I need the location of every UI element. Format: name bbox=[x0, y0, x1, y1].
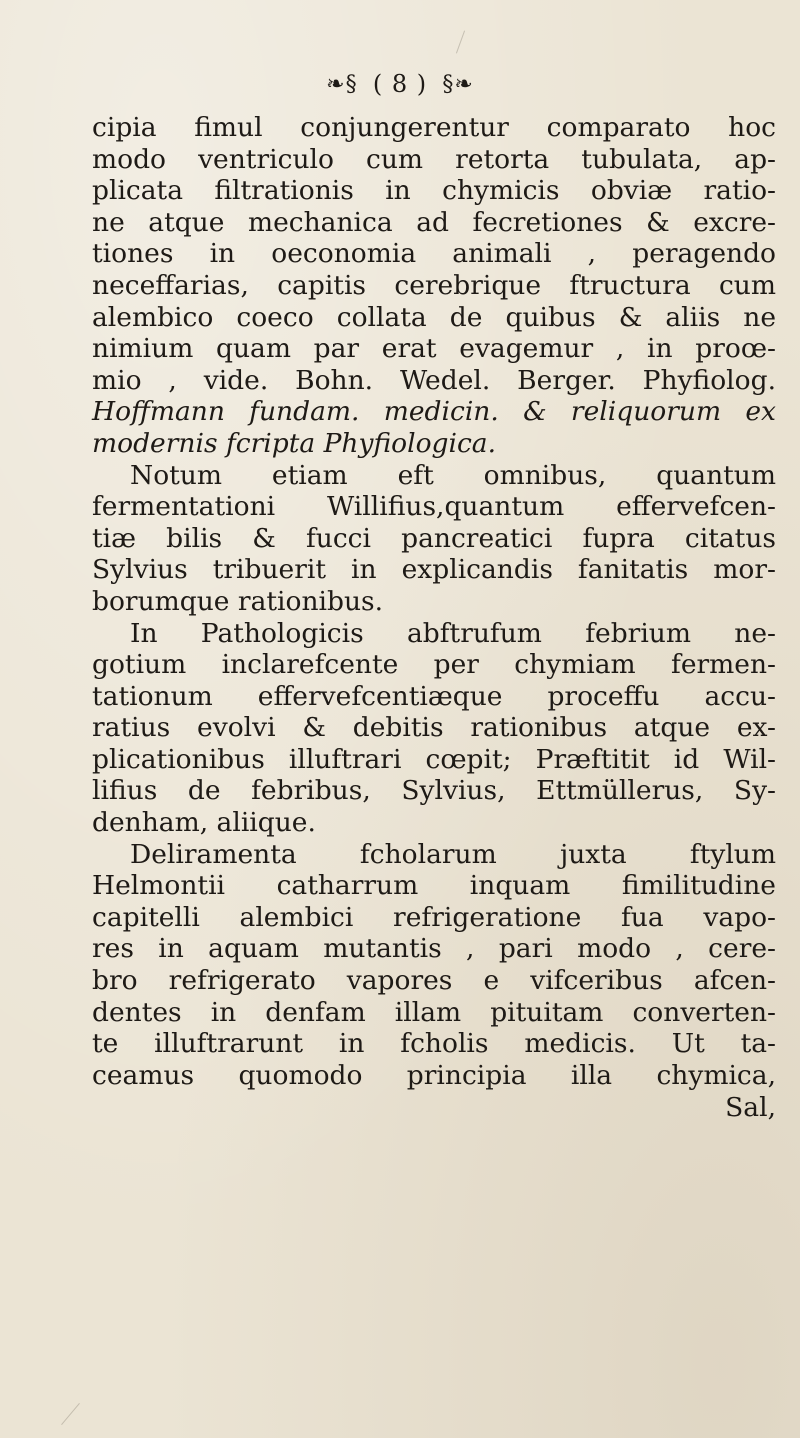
paper-mark bbox=[456, 31, 465, 54]
ornament-left-icon: ❧§ bbox=[326, 71, 358, 97]
text-line: fermentationi Willifius,quantum effervefcen- bbox=[92, 491, 776, 523]
page-number: ( 8 ) bbox=[372, 70, 428, 98]
text-line: ceamus quomodo principia illa chymica, bbox=[92, 1059, 776, 1091]
text-line: tiones in oeconomia animali , peragendo bbox=[92, 238, 776, 270]
text-line: ratius evolvi & debitis rationibus atque ex- bbox=[92, 712, 776, 744]
text-line: plicationibus illuftrari cœpit; Præftitit id Wil- bbox=[92, 743, 776, 775]
text-line: modo ventriculo cum retorta tubulata, ap- bbox=[92, 143, 776, 175]
ornament-right-icon: §❧ bbox=[442, 71, 474, 97]
text-line: Notum etiam eft omnibus, quantum bbox=[130, 459, 776, 491]
page-header bbox=[0, 68, 800, 98]
text-line: tationum effervefcentiæque proceffu accu- bbox=[92, 680, 776, 712]
catchword: Sal, bbox=[725, 1091, 776, 1123]
text-line: denham, aliique. bbox=[92, 807, 316, 839]
text-line: neceffarias, capitis cerebrique ftructura cum bbox=[92, 269, 776, 301]
text-line: lifius de febribus, Sylvius, Ettmüllerus, Sy- bbox=[92, 775, 776, 807]
text-line: dentes in denfam illam pituitam converten- bbox=[92, 996, 776, 1028]
text-line: res in aquam mutantis , pari modo , cere- bbox=[92, 933, 776, 965]
text-line: ne atque mechanica ad fecretiones & excre- bbox=[92, 206, 776, 238]
text-line: Hoffmann fundam. medicin. & reliquorum ex bbox=[92, 396, 776, 428]
text-line: Sylvius tribuerit in explicandis fanitatis mor- bbox=[92, 554, 776, 586]
text-line: Deliramenta fcholarum juxta ftylum bbox=[130, 838, 776, 870]
text-line: Helmontii catharrum inquam fimilitudine bbox=[92, 870, 776, 902]
text-line: cipia fimul conjungerentur comparato hoc bbox=[92, 112, 776, 143]
paper-mark bbox=[61, 1403, 80, 1425]
text-line: capitelli alembici refrigeratione fua vapo- bbox=[92, 901, 776, 933]
text-line: gotium inclarefcente per chymiam fermen- bbox=[92, 649, 776, 681]
catchword-row bbox=[92, 1092, 776, 1124]
text-line: borumque rationibus. bbox=[92, 585, 384, 617]
text-line: te illuftrarunt in fcholis medicis. Ut ta- bbox=[92, 1028, 776, 1060]
body-text bbox=[92, 112, 776, 1091]
text-line: In Pathologicis abftrufum febrium ne- bbox=[130, 617, 776, 649]
text-line: nimium quam par erat evagemur , in proœ- bbox=[92, 333, 776, 365]
text-line: modernis fcripta Phyfiologica. bbox=[92, 427, 497, 459]
text-line: alembico coeco collata de quibus & aliis ne bbox=[92, 301, 776, 333]
text-line: plicata filtrationis in chymicis obviæ ratio- bbox=[92, 175, 776, 207]
text-line: bro refrigerato vapores e vifceribus afcen- bbox=[92, 965, 776, 997]
text-line: mio , vide. Bohn. Wedel. Berger. Phyfiolog. bbox=[92, 364, 776, 396]
text-line: tiæ bilis & fucci pancreatici fupra citatus bbox=[92, 522, 776, 554]
